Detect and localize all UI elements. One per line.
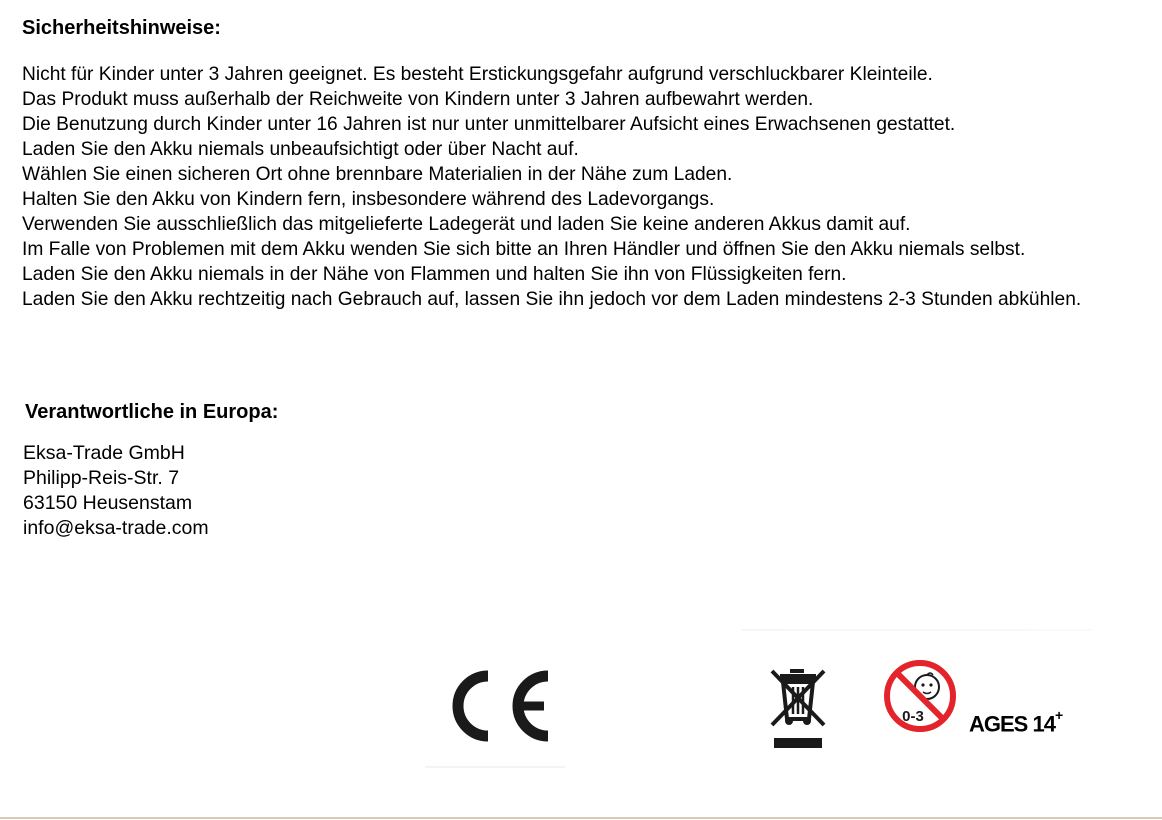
responsible-person-title: Verantwortliche in Europa:: [25, 401, 279, 423]
company-name: Eksa-Trade GmbH: [23, 442, 185, 464]
safety-instruction: Halten Sie den Akku von Kindern fern, insbesondere während des Ladevorgangs.: [22, 189, 715, 210]
safety-instruction: Nicht für Kinder unter 3 Jahren geeignet. Es besteht Erstickungsgefahr aufgrund verschluckbarer Kleinteile.: [22, 64, 933, 85]
age-warning-text: 0-3: [902, 708, 924, 725]
safety-instruction: Laden Sie den Akku rechtzeitig nach Gebrauch auf, lassen Sie ihn jedoch vor dem Laden mindestens 2-3 Stunden abkühlen.: [22, 289, 1082, 310]
faint-divider: [742, 629, 1092, 631]
ages-suffix: +: [1054, 707, 1063, 723]
faint-divider: [425, 766, 565, 768]
ages-14-plus-label: [969, 703, 1062, 739]
safety-instruction: Verwenden Sie ausschließlich das mitgelieferte Ladegerät und laden Sie keine anderen Akkus damit auf.: [22, 214, 911, 235]
safety-instruction: Im Falle von Problemen mit dem Akku wenden Sie sich bitte an Ihren Händler und öffnen Sie den Akku niemals selbst.: [22, 239, 1026, 260]
safety-instruction: Laden Sie den Akku niemals unbeaufsichtigt oder über Nacht auf.: [22, 139, 579, 160]
contact-email: info@eksa-trade.com: [23, 517, 209, 539]
postal-city: 63150 Heusenstam: [23, 492, 193, 514]
safety-instruction: Laden Sie den Akku niemals in der Nähe von Flammen und halten Sie ihn von Flüssigkeiten fern.: [22, 264, 847, 285]
ages-label: AGES: [969, 711, 1028, 737]
not-for-under-3-icon: [880, 657, 962, 737]
street-address: Philipp-Reis-Str. 7: [23, 467, 180, 489]
safety-title: Sicherheitshinweise:: [22, 17, 221, 39]
responsible-address: [23, 441, 209, 541]
ages-value: 14: [1032, 711, 1055, 737]
ce-mark-icon: [444, 666, 556, 746]
bottom-divider: [0, 817, 1162, 819]
safety-instructions-list: [22, 62, 1157, 312]
safety-instruction: Das Produkt muss außerhalb der Reichweite von Kindern unter 3 Jahren aufbewahrt werden.: [22, 89, 814, 110]
safety-instruction: Die Benutzung durch Kinder unter 16 Jahren ist nur unter unmittelbarer Aufsicht eines Erwachsenen gestattet.: [22, 114, 956, 135]
safety-instruction: Wählen Sie einen sicheren Ort ohne brennbare Materialien in der Nähe zum Laden.: [22, 164, 733, 185]
crossed-out-wheelie-bin-icon: [768, 667, 828, 749]
